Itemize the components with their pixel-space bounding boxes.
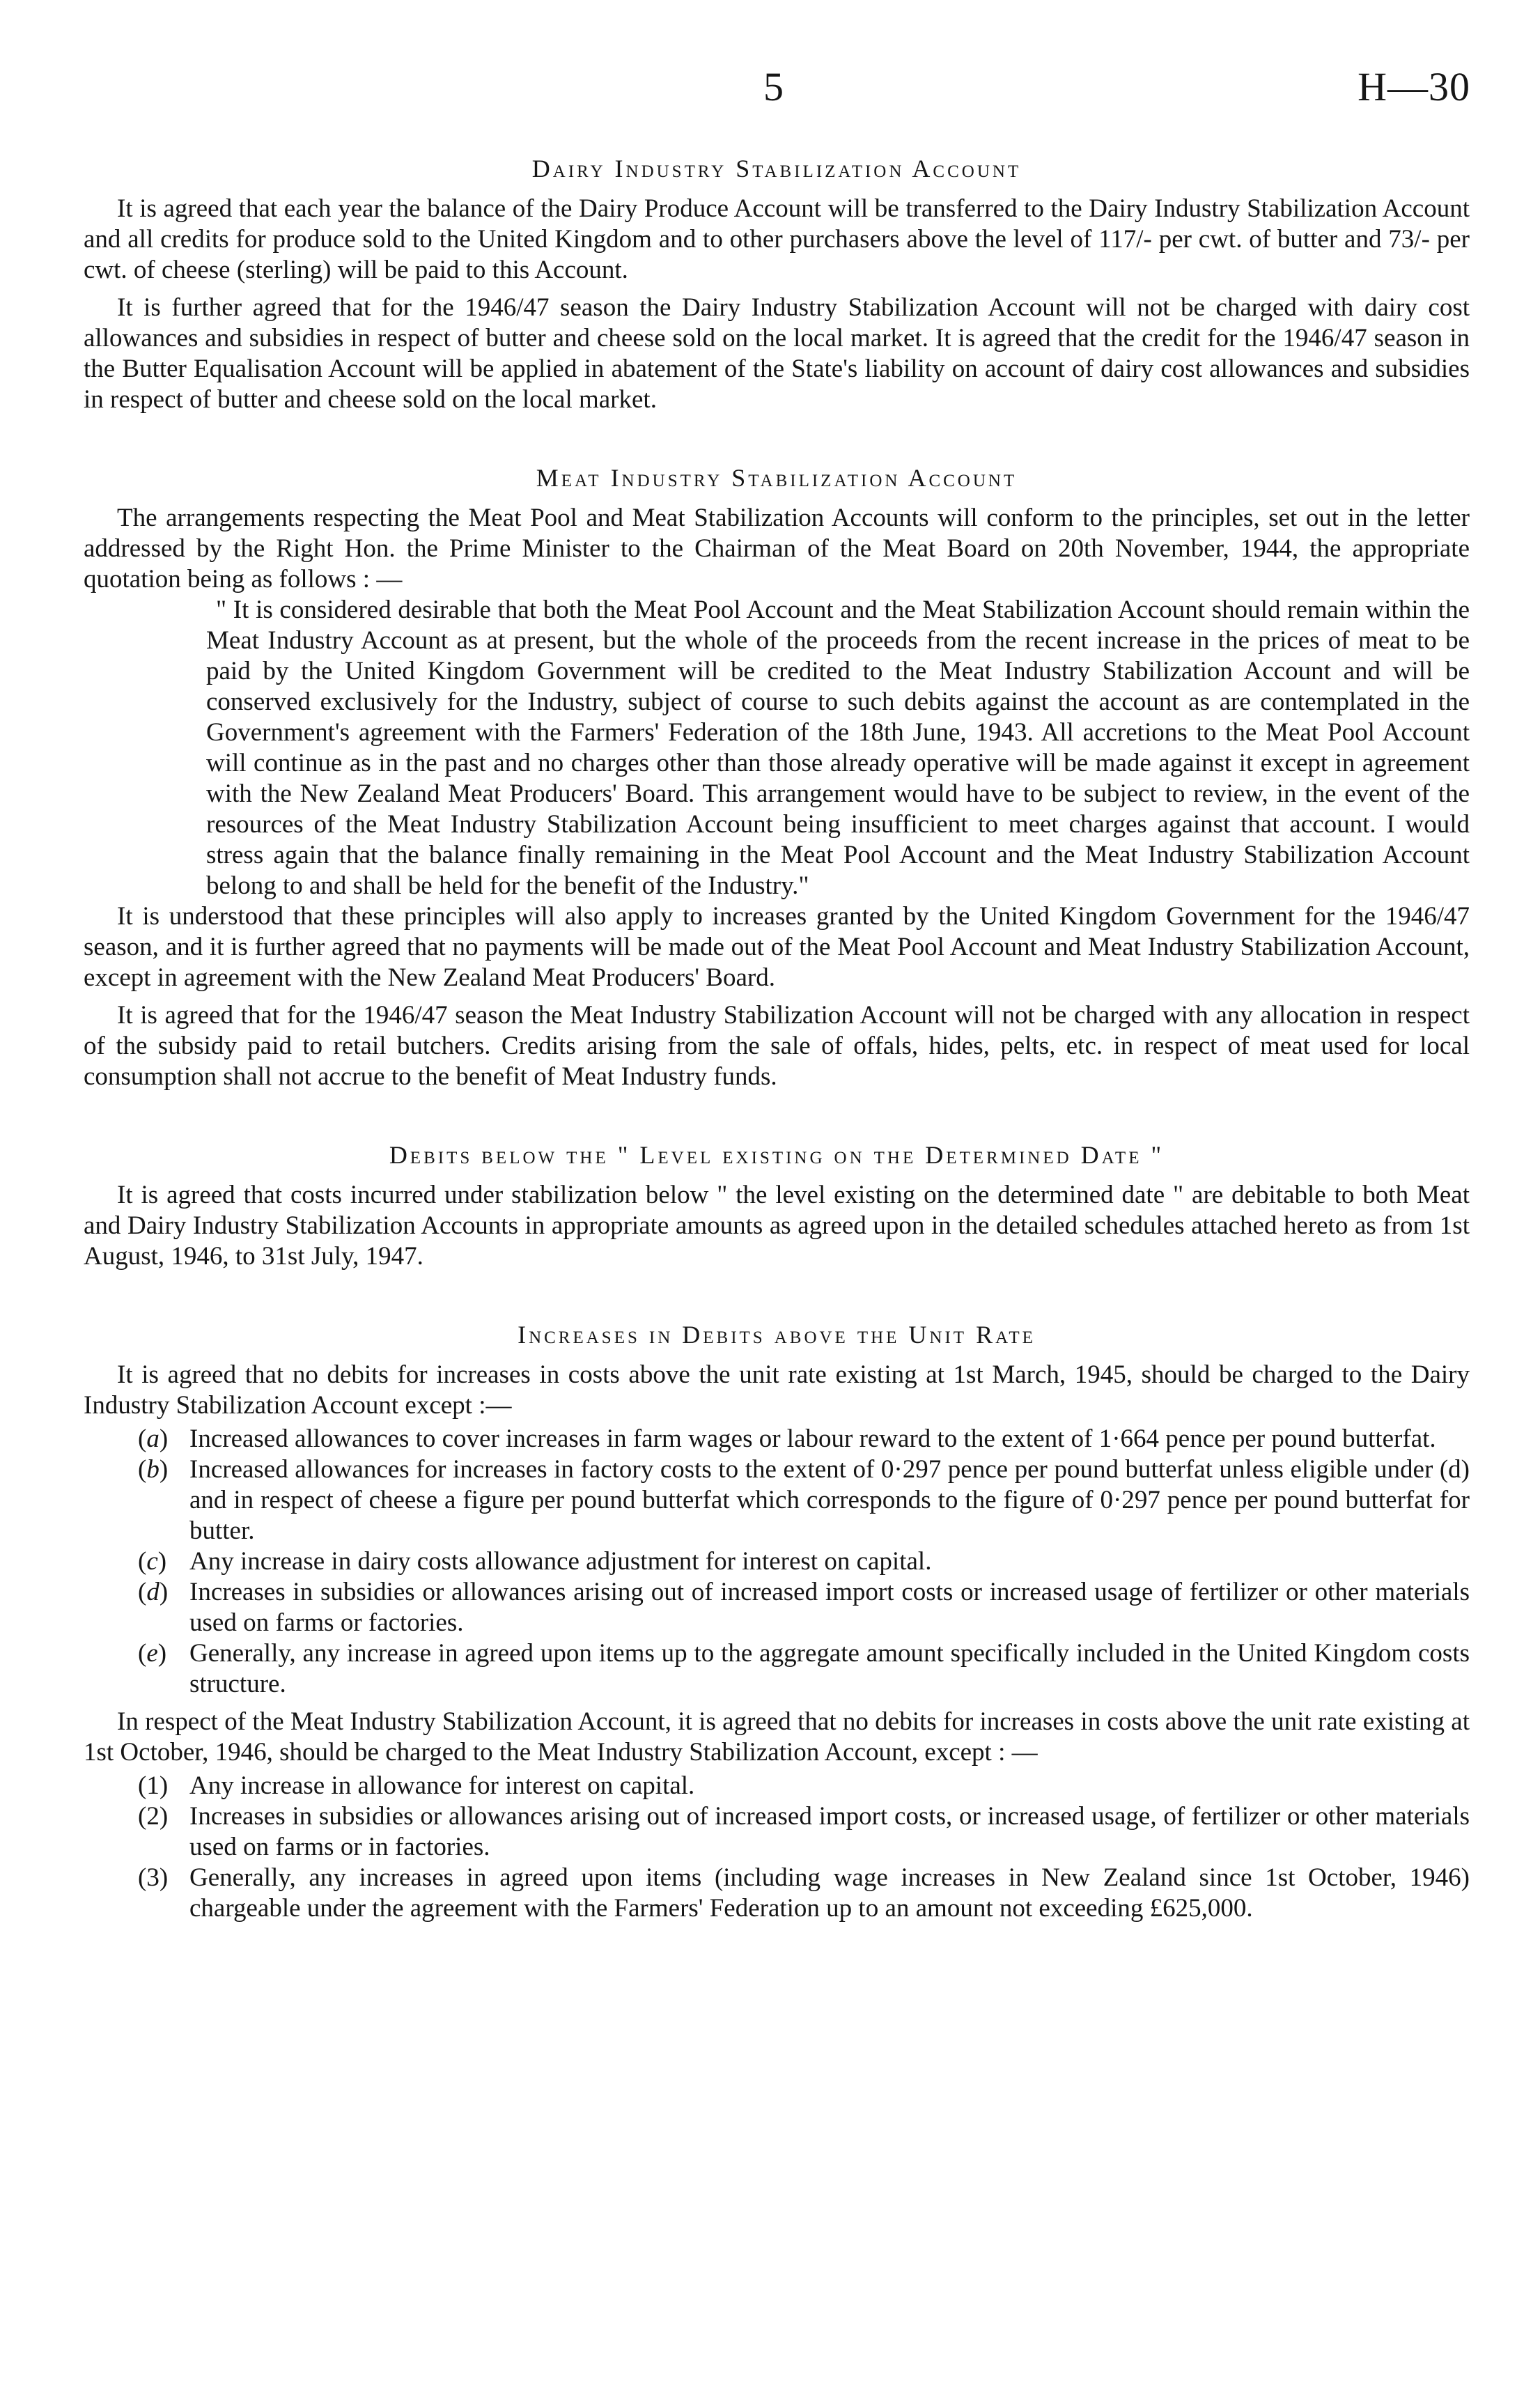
increases-section — [84, 1319, 1470, 1924]
list-item-text: Generally, any increases in agreed upon items (including wage increases in New Zealand since 1st October, 1946) chargeable under the agreement with the Farmers' Federation up to an amount not exceeding £625,000. — [189, 1863, 1470, 1923]
dairy-section — [84, 153, 1470, 415]
list-item-label: (d) — [138, 1578, 169, 1606]
list-item — [84, 1577, 1470, 1638]
meat-section — [84, 463, 1470, 1092]
list-item — [84, 1771, 1470, 1801]
list-item-label: (c) — [138, 1547, 167, 1576]
prime-minister-quotation: " It is considered desirable that both the Meat Pool Account and the Meat Stabilization Account should remain within the Meat Industry Account as at present, but the whole of the proceeds from the recent increase in the prices of meat to be paid by the United Kingdom Government will be credited to the Meat Industry Stabilization Account and will be conserved exclusively for the Industry, subject of course to such debits against the account as are contemplated in the Government's agreement with the Farmers' Federation of the 18th June, 1943. All accretions to the Meat Pool Account will continue as in the past and no charges other than those already operative will be made against it except in agreement with the New Zealand Meat Producers' Board. This arrangement would have to be subject to review, in the event of the resources of the Meat Industry Stabilization Account being insufficient to meet charges against that account. I would stress again that the balance finally remaining in the Meat Pool Account and the Meat Industry Stabilization Account belong to and shall be held for the benefit of the Industry." — [206, 596, 1470, 900]
list-item-text: Generally, any increase in agreed upon items up to the aggregate amount specifically included in the United Kingdom costs structure. — [189, 1639, 1470, 1698]
meat-paragraph-1: The arrangements respecting the Meat Pool and Meat Stabilization Accounts will conform to the principles, set out in the letter addressed by the Right Hon. the Prime Minister to the Chairman of the Meat Board on 20th November, 1944, the appropriate quotation being as follows : — — [84, 504, 1470, 593]
list-item-label: (a) — [138, 1425, 169, 1453]
list-item — [84, 1863, 1470, 1924]
meat-paragraph-3: It is agreed that for the 1946/47 season the Meat Industry Stabilization Account will not be charged with any allocation in respect of the subsidy paid to retail butchers. Credits arising from the sale of offals, hides, pelts, etc. in respect of meat used for local consumption shall not accrue to the benefit of Meat Industry funds. — [84, 1001, 1470, 1091]
list-item-text: Increases in subsidies or allowances arising out of increased import costs or increased usage of fertilizer or other materials used on farms or factories. — [189, 1578, 1470, 1637]
dairy-paragraph-1: It is agreed that each year the balance of the Dairy Produce Account will be transferred to the Dairy Industry Stabilization Account and all credits for produce sold to the United Kingdom and to other purchasers above the level of 117/- per cwt. of butter and 73/- per cwt. of cheese (sterling) will be paid to this Account. — [84, 194, 1470, 284]
list-item-label: (1) — [138, 1771, 169, 1800]
dairy-paragraph-2: It is further agreed that for the 1946/47 season the Dairy Industry Stabilization Account will not be charged with dairy cost allowances and subsidies in respect of butter and cheese sold on the local market. It is agreed that the credit for the 1946/47 season in the Butter Equalisation Account will be applied in abatement of the State's liability on account of dairy cost allowances and subsidies in respect of butter and cheese sold on the local market. — [84, 293, 1470, 414]
list-item — [84, 1801, 1470, 1863]
page-number: 5 — [763, 64, 784, 109]
debits-below-paragraph: It is agreed that costs incurred under stabilization below " the level existing on the determined date " are debitable to both Meat and Dairy Industry Stabilization Accounts in appropriate amounts as agreed upon in the detailed schedules attached hereto as from 1st August, 1946, to 31st July, 1947. — [84, 1181, 1470, 1271]
list-item-label: (2) — [138, 1802, 169, 1831]
list-item-label: (3) — [138, 1863, 169, 1892]
list-item — [84, 1454, 1470, 1546]
list-item — [84, 1638, 1470, 1700]
list-item-label: (b) — [138, 1455, 169, 1484]
debits-below-heading: Debits below the " Level existing on the Determined Date " — [389, 1141, 1165, 1169]
document-body — [84, 153, 1470, 1971]
list-item-text: Any increase in dairy costs allowance adjustment for interest on capital. — [189, 1547, 932, 1576]
list-item-text: Increases in subsidies or allowances arising out of increased import costs, or increased usage, of fertilizer or other materials used on farms or in factories. — [189, 1802, 1470, 1861]
debits-below-section — [84, 1140, 1470, 1272]
list-item-text: Any increase in allowance for interest on capital. — [189, 1771, 695, 1800]
increases-paragraph-2: In respect of the Meat Industry Stabilization Account, it is agreed that no debits for increases in costs above the unit rate existing at 1st October, 1946, should be charged to the Meat Industry Stabilization Account, except : — — [84, 1707, 1470, 1767]
list-item — [84, 1424, 1470, 1454]
meat-exceptions-list — [84, 1771, 1470, 1924]
increases-paragraph-1: It is agreed that no debits for increases in costs above the unit rate existing at 1st March, 1945, should be charged to the Dairy Industry Stabilization Account except :— — [84, 1360, 1470, 1420]
list-item — [84, 1546, 1470, 1577]
list-item-label: (e) — [138, 1639, 167, 1668]
list-item-text: Increased allowances for increases in factory costs to the extent of 0·297 pence per pound butterfat unless eligible under (d) and in respect of cheese a figure per pound butterfat which corresponds to the figure of 0·297 pence per pound butterfat for butter. — [189, 1455, 1470, 1545]
meat-heading: Meat Industry Stabilization Account — [536, 464, 1018, 492]
dairy-heading: Dairy Industry Stabilization Account — [531, 155, 1022, 183]
meat-paragraph-2: It is understood that these principles will also apply to increases granted by the United Kingdom Government for the 1946/47 season, and it is further agreed that no payments will be made out of the Meat Pool Account and Meat Industry Stabilization Account, except in agreement with the New Zealand Meat Producers' Board. — [84, 902, 1470, 992]
list-item-text: Increased allowances to cover increases in farm wages or labour reward to the extent of 1·664 pence per pound butterfat. — [189, 1425, 1436, 1453]
increases-heading: Increases in Debits above the Unit Rate — [518, 1321, 1036, 1349]
dairy-exceptions-list — [84, 1424, 1470, 1700]
document-reference: H—30 — [1358, 64, 1470, 109]
